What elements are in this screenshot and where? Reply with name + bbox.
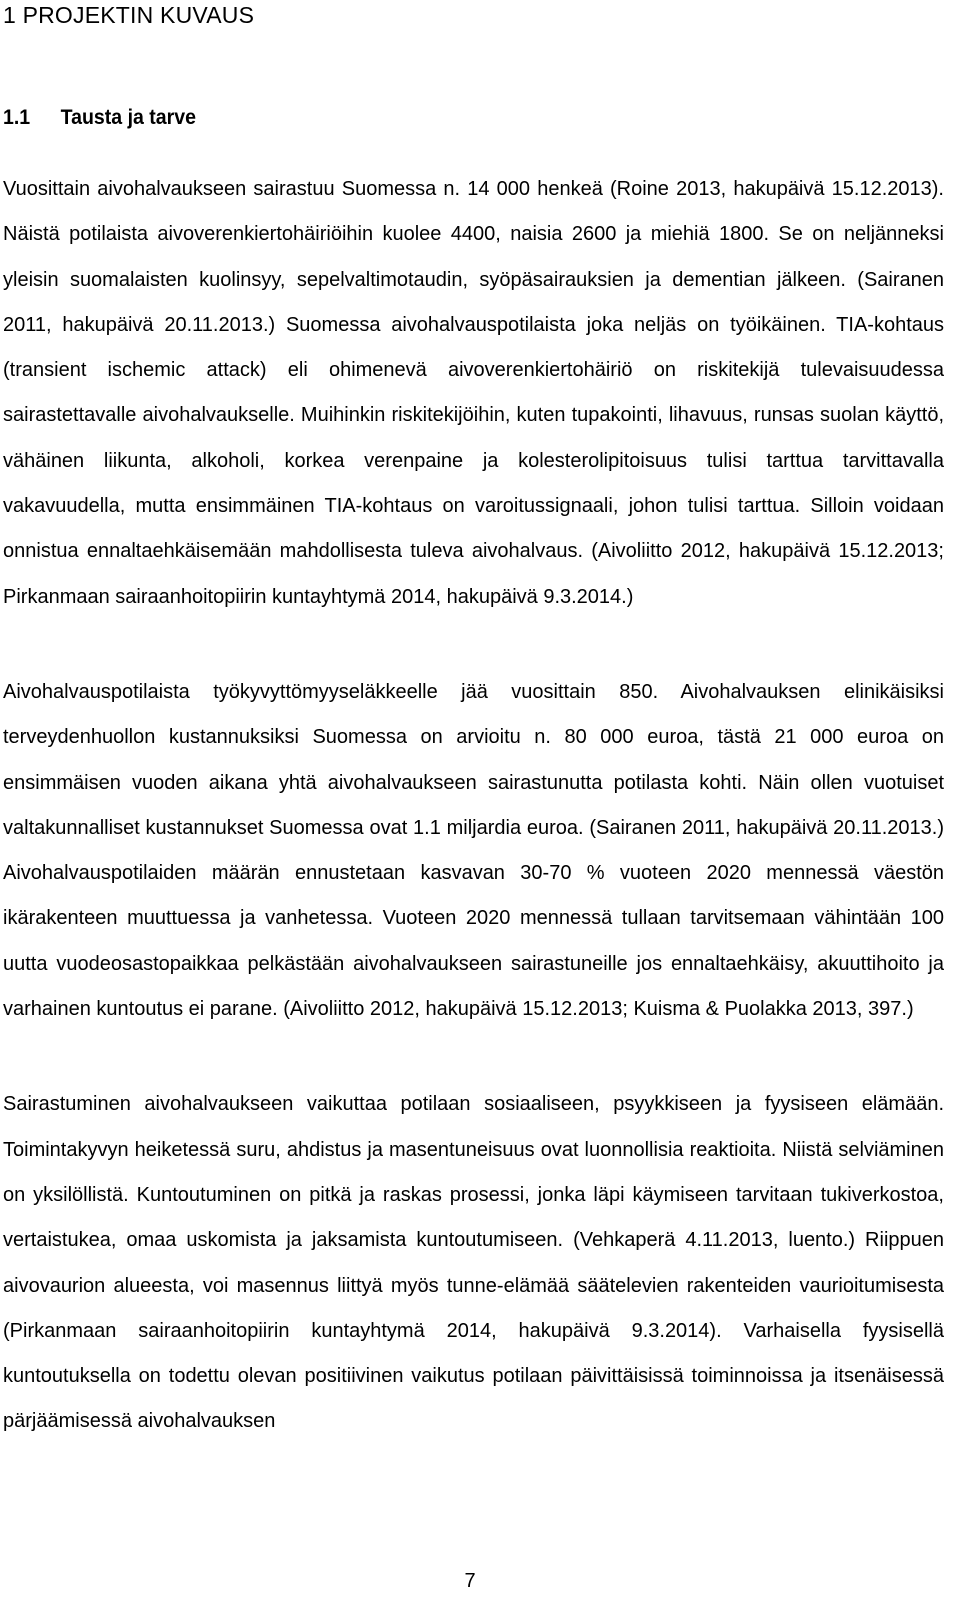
chapter-heading: 1 PROJEKTIN KUVAUS [3, 2, 255, 28]
section-title: Tausta ja tarve [60, 106, 196, 129]
page-number: 7 [464, 1570, 476, 1592]
section-number: 1.1 [3, 106, 31, 129]
body-paragraph: Aivohalvauspotilaista työkyvyttömyyseläkkeelle jää vuosittain 850. Aivohalvauksen elinikäisiksi terveydenhuollon kustannuksiksi Suomessa on arvioitu n. 80 000 euroa, tästä 21 000 euroa on ensimmäisen vuoden aikana yhtä aivohalvaukseen sairastunutta potilasta kohti. Näin ollen vuotuiset valtakunnalliset kustannukset Suomessa ovat 1.1 miljardia euroa. (Sairanen 2011, hakupäivä 20.11.2013.) Aivohalvauspotilaiden määrän ennustetaan kasvavan 30-70 % vuoteen 2020 mennessä väestön ikärakenteen muuttuessa ja vanhetessa. Vuoteen 2020 mennessä tullaan tarvitsemaan vähintään 100 uutta vuodeosastopaikkaa pelkästään aivohalvaukseen sairastuneille jos ennaltaehkäisy, akuuttihoito ja varhainen kuntoutus ei parane. (Aivoliitto 2012, hakupäivä 15.12.2013; Kuisma & Puolakka 2013, 397.) [3, 680, 944, 1021]
body-paragraph: Vuosittain aivohalvaukseen sairastuu Suomessa n. 14 000 henkeä (Roine 2013, hakupäivä 15.12.2013). Näistä potilaista aivoverenkiertohäiriöihin kuolee 4400, naisia 2600 ja miehiä 1800. Se on neljänneksi yleisin suomalaisten kuolinsyy, sepelvaltimotaudin, syöpäsairauksien ja dementian jälkeen. (Sairanen 2011, hakupäivä 20.11.2013.) Suomessa aivohalvauspotilaista joka neljäs on työikäinen. TIA-kohtaus (transient ischemic attack) eli ohimenevä aivoverenkiertohäiriö on riskitekijä tulevaisuudessa sairastettavalle aivohalvaukselle. Muihinkin riskitekijöihin, kuten tupakointi, lihavuus, runsas suolan käyttö, vähäinen liikunta, alkoholi, korkea verenpaine ja kolesterolipitoisuus tulisi tarttua tarvittavalla vakavuudella, mutta ensimmäinen TIA-kohtaus on varoitussignaali, johon tulisi tarttua. Silloin voidaan onnistua ennaltaehkäisemään mahdollisesta tuleva aivohalvaus. (Aivoliitto 2012, hakupäivä 15.12.2013; Pirkanmaan sairaanhoitopiirin kuntayhtymä 2014, hakupäivä 9.3.2014.) [3, 178, 944, 608]
body-paragraph: Sairastuminen aivohalvaukseen vaikuttaa potilaan sosiaaliseen, psyykkiseen ja fyysiseen elämään. Toimintakyvyn heiketessä suru, ahdistus ja masentuneisuus ovat luonnollisia reaktioita. Niistä selviäminen on yksilöllistä. Kuntoutuminen on pitkä ja raskas prosessi, jonka läpi käymiseen tarvitaan tukiverkostoa, vertaistukea, omaa uskomista ja jaksamista kuntoutumiseen. (Vehkaperä 4.11.2013, luento.) Riippuen aivovaurion alueesta, voi masennus liittyä myös tunne-elämää säätelevien rakenteiden vaurioitumisesta (Pirkanmaan sairaanhoitopiirin kuntayhtymä 2014, hakupäivä 9.3.2014). Varhaisella fyysisellä kuntoutuksella on todettu olevan positiivinen vaikutus potilaan päivittäisissä toiminnoissa ja itsenäisessä pärjäämisessä aivohalvauksen [3, 1093, 944, 1433]
section-heading [3, 103, 878, 133]
